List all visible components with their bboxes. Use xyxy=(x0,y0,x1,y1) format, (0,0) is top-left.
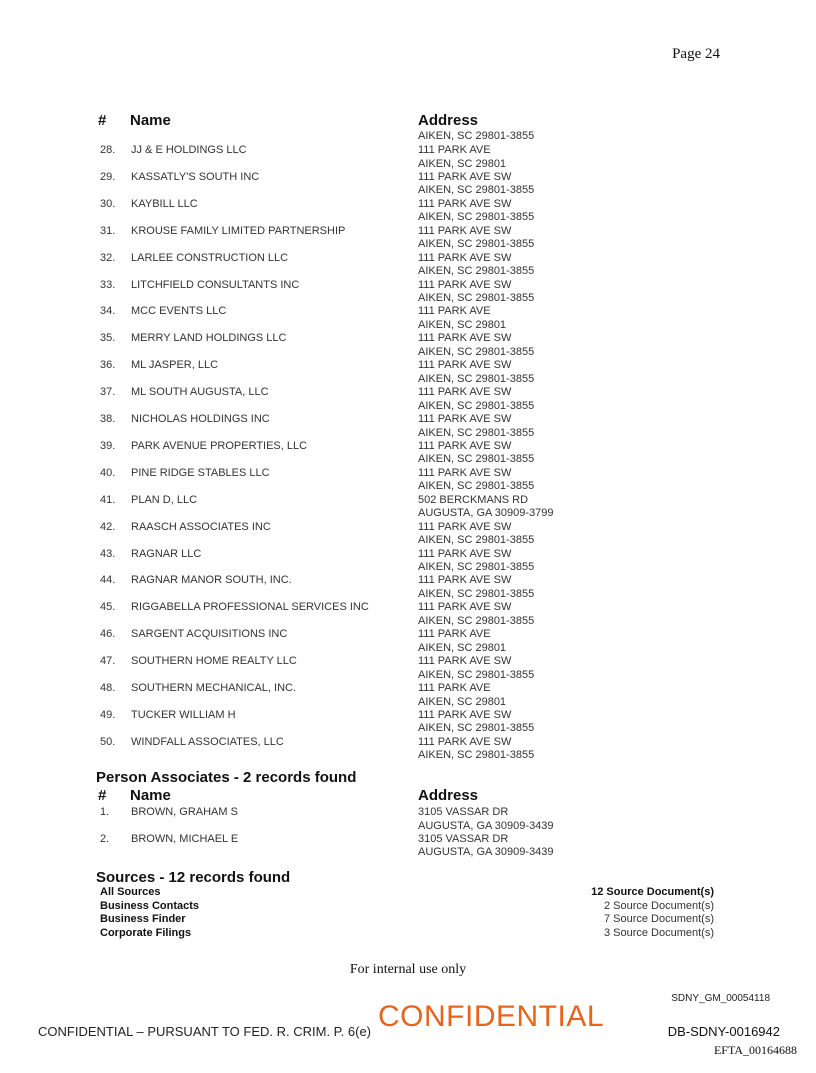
address-street: 111 PARK AVE SW xyxy=(418,708,512,721)
business-name: RAGNAR MANOR SOUTH, INC. xyxy=(131,574,292,587)
person-address-city: AUGUSTA, GA 30909-3439 xyxy=(418,846,554,859)
internal-use-note: For internal use only xyxy=(349,962,467,977)
address-city: AIKEN, SC 29801-3855 xyxy=(418,345,535,358)
row-number: 38. xyxy=(100,413,116,425)
source-count: 12 Source Document(s) xyxy=(591,886,714,898)
address-city: AIKEN, SC 29801-3855 xyxy=(418,722,535,735)
row-number: 42. xyxy=(100,520,116,533)
address-street: 111 PARK AVE xyxy=(418,144,491,156)
address-street: 111 PARK AVE SW xyxy=(418,251,512,264)
address-city: AIKEN, SC 29801-3855 xyxy=(418,614,535,627)
source-count: 2 Source Document(s) xyxy=(603,899,714,912)
address-city: AIKEN, SC 29801-3855 xyxy=(418,292,535,304)
business-name: PINE RIDGE STABLES LLC xyxy=(131,466,270,479)
address-city: AIKEN, SC 29801-3855 xyxy=(418,399,535,412)
row-number: 28. xyxy=(100,144,116,156)
business-name: ML SOUTH AUGUSTA, LLC xyxy=(131,386,269,399)
business-name: JJ & E HOLDINGS LLC xyxy=(131,144,247,156)
address-street: 111 PARK AVE SW xyxy=(418,170,512,183)
page-number: Page 24 xyxy=(672,46,720,62)
row-number: 32. xyxy=(100,251,116,264)
business-name: WINDFALL ASSOCIATES, LLC xyxy=(131,735,284,748)
source-count: 7 Source Document(s) xyxy=(603,913,714,926)
row-number: 41. xyxy=(100,493,116,506)
row-number: 29. xyxy=(100,170,116,183)
person-row-number: 1. xyxy=(100,806,110,818)
source-label: Business Finder xyxy=(100,913,186,926)
business-name: ML JASPER, LLC xyxy=(131,359,219,372)
address-street: 111 PARK AVE SW xyxy=(418,197,512,210)
address-street: 111 PARK AVE xyxy=(418,682,491,694)
business-name: PLAN D, LLC xyxy=(131,493,198,506)
person-name: BROWN, GRAHAM S xyxy=(131,806,238,818)
address-city: AIKEN, SC 29801-3855 xyxy=(418,372,535,385)
row-number: 33. xyxy=(100,278,116,291)
row-number: 48. xyxy=(100,682,116,694)
row-number: 49. xyxy=(100,708,116,721)
address-street: 111 PARK AVE SW xyxy=(418,278,512,291)
sources-title: Sources - 12 records found xyxy=(96,869,291,886)
confidential-notice: CONFIDENTIAL – PURSUANT TO FED. R. CRIM. P. 6(e) xyxy=(38,1024,372,1039)
source-label: All Sources xyxy=(100,886,161,898)
business-name: RIGGABELLA PROFESSIONAL SERVICES INC xyxy=(131,601,369,614)
address-city: AIKEN, SC 29801-3855 xyxy=(418,587,535,600)
address-city: AIKEN, SC 29801-3855 xyxy=(418,211,535,224)
address-city: AIKEN, SC 29801-3855 xyxy=(418,534,535,547)
business-name: KASSATLY'S SOUTH INC xyxy=(131,170,260,183)
address-city: AUGUSTA, GA 30909-3799 xyxy=(418,507,554,520)
address-city: AIKEN, SC 29801 xyxy=(418,318,507,331)
address-street: 111 PARK AVE SW xyxy=(418,386,512,399)
efta-number: EFTA_00164688 xyxy=(713,1043,797,1057)
row-number: 39. xyxy=(100,439,116,452)
person-address-city: AUGUSTA, GA 30909-3439 xyxy=(418,819,554,832)
row-number: 36. xyxy=(100,359,116,372)
business-name: TUCKER WILLIAM H xyxy=(131,708,236,721)
row-number: 37. xyxy=(100,386,116,399)
person-address-street: 3105 VASSAR DR xyxy=(418,806,509,818)
confidential-stamp: CONFIDENTIAL xyxy=(378,1000,605,1033)
address-city: AIKEN, SC 29801 xyxy=(418,695,507,708)
address-city: AIKEN, SC 29801 xyxy=(418,641,507,654)
address-street: 111 PARK AVE xyxy=(418,305,491,318)
row-number: 40. xyxy=(100,466,116,479)
address-city: AIKEN, SC 29801-3855 xyxy=(418,749,535,762)
col-number-header: # xyxy=(98,112,107,129)
address-street: 111 PARK AVE SW xyxy=(418,413,512,425)
address-city: AIKEN, SC 29801-3855 xyxy=(418,426,535,439)
address-street: 111 PARK AVE SW xyxy=(418,601,512,614)
address-city: AIKEN, SC 29801-3855 xyxy=(418,668,535,681)
person-address-street: 3105 VASSAR DR xyxy=(418,832,509,845)
source-label: Corporate Filings xyxy=(100,926,192,939)
row-number: 34. xyxy=(100,305,116,318)
address-continued-line: AIKEN, SC 29801-3855 xyxy=(418,130,535,142)
row-number: 31. xyxy=(100,224,116,237)
business-name: RAGNAR LLC xyxy=(131,547,202,560)
business-name: KAYBILL LLC xyxy=(131,197,198,210)
source-count: 3 Source Document(s) xyxy=(603,926,714,939)
address-street: 111 PARK AVE SW xyxy=(418,439,512,452)
row-number: 30. xyxy=(100,197,116,210)
bates-number: SDNY_GM_00054118 xyxy=(671,993,770,1004)
row-number: 45. xyxy=(100,601,116,614)
address-street: 111 PARK AVE SW xyxy=(418,735,512,748)
address-street: 111 PARK AVE SW xyxy=(418,655,512,668)
business-name: KROUSE FAMILY LIMITED PARTNERSHIP xyxy=(131,224,346,237)
col-name-header: Name xyxy=(130,112,171,129)
business-name: MERRY LAND HOLDINGS LLC xyxy=(131,332,287,345)
address-city: AIKEN, SC 29801-3855 xyxy=(418,238,535,251)
person-row-number: 2. xyxy=(100,832,110,845)
address-city: AIKEN, SC 29801-3855 xyxy=(418,561,535,573)
business-name: LITCHFIELD CONSULTANTS INC xyxy=(131,278,300,291)
person-col-address-header: Address xyxy=(418,787,479,804)
business-name: SOUTHERN MECHANICAL, INC. xyxy=(131,682,297,694)
address-street: 502 BERCKMANS RD xyxy=(418,493,529,506)
address-city: AIKEN, SC 29801-3855 xyxy=(418,480,535,493)
address-street: 111 PARK AVE SW xyxy=(418,224,512,237)
address-street: 111 PARK AVE SW xyxy=(418,547,512,560)
row-number: 44. xyxy=(100,574,116,587)
row-number: 43. xyxy=(100,547,116,560)
business-name: PARK AVENUE PROPERTIES, LLC xyxy=(131,439,308,452)
person-col-name-header: Name xyxy=(130,787,171,804)
address-street: 111 PARK AVE SW xyxy=(418,520,512,533)
db-sdny-number: DB-SDNY-0016942 xyxy=(667,1024,780,1039)
address-street: 111 PARK AVE SW xyxy=(418,466,512,479)
business-name: MCC EVENTS LLC xyxy=(131,305,227,318)
address-street: 111 PARK AVE SW xyxy=(418,332,512,345)
business-name: LARLEE CONSTRUCTION LLC xyxy=(131,251,289,264)
address-city: AIKEN, SC 29801 xyxy=(418,157,507,170)
address-street: 111 PARK AVE SW xyxy=(418,574,512,587)
address-street: 111 PARK AVE SW xyxy=(418,359,512,372)
business-name: RAASCH ASSOCIATES INC xyxy=(131,520,271,533)
person-col-number-header: # xyxy=(98,787,107,804)
person-associates-title: Person Associates - 2 records found xyxy=(96,769,357,786)
row-number: 46. xyxy=(100,628,116,641)
business-name: SARGENT ACQUISITIONS INC xyxy=(131,628,288,641)
business-name: NICHOLAS HOLDINGS INC xyxy=(131,413,270,425)
person-name: BROWN, MICHAEL E xyxy=(131,832,239,845)
row-number: 50. xyxy=(100,735,116,748)
source-label: Business Contacts xyxy=(100,899,200,912)
row-number: 35. xyxy=(100,332,116,345)
address-city: AIKEN, SC 29801-3855 xyxy=(418,265,535,278)
col-address-header: Address xyxy=(418,112,479,129)
address-city: AIKEN, SC 29801-3855 xyxy=(418,184,535,197)
address-city: AIKEN, SC 29801-3855 xyxy=(418,453,535,466)
address-street: 111 PARK AVE xyxy=(418,628,491,641)
business-name: SOUTHERN HOME REALTY LLC xyxy=(131,655,297,668)
row-number: 47. xyxy=(100,655,116,668)
